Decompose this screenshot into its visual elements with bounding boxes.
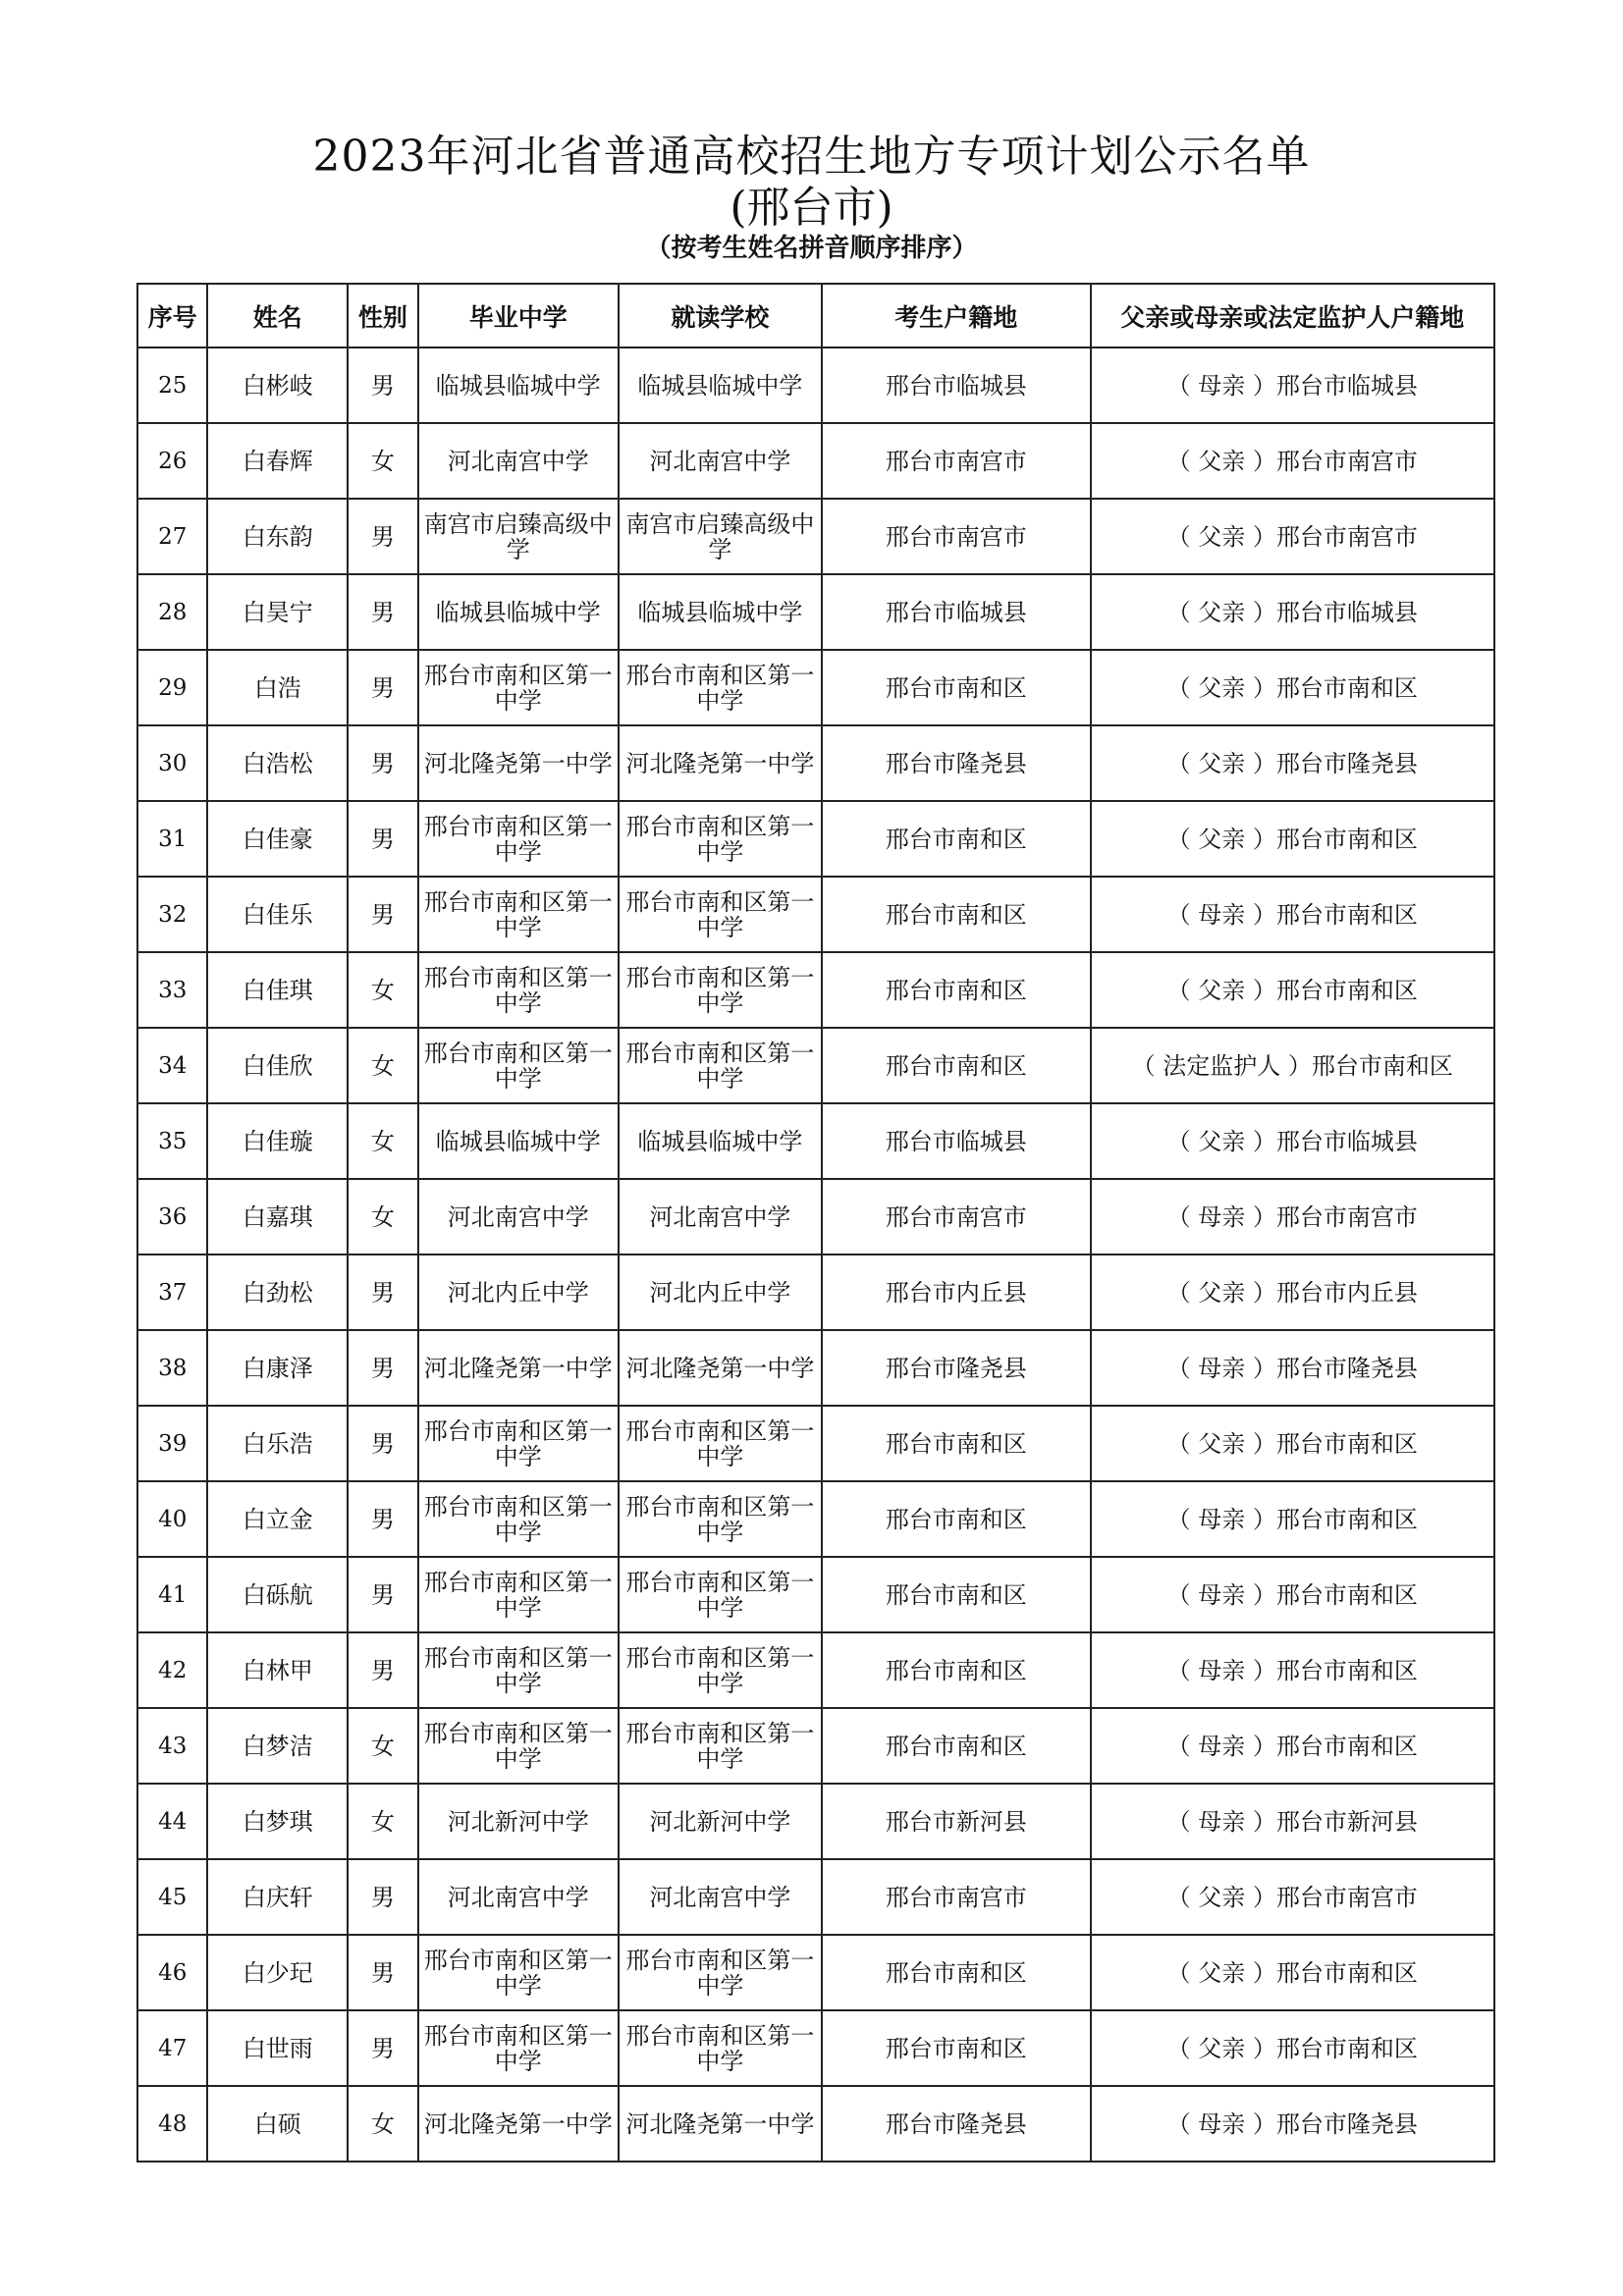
cell-gender: 男 [348, 574, 417, 650]
table-row [137, 2010, 1494, 2086]
cell-name: 白浩松 [207, 725, 348, 801]
cell-parent-registration: （ 父亲 ）邢台市南和区 [1091, 2010, 1494, 2086]
cell-student-registration: 邢台市隆尧县 [822, 1330, 1091, 1406]
cell-student-registration: 邢台市南和区 [822, 650, 1091, 725]
cell-graduation-school: 河北内丘中学 [418, 1255, 619, 1330]
cell-graduation-school: 邢台市南和区第一中学 [418, 1557, 619, 1632]
header-gender: 性别 [348, 284, 417, 347]
cell-name: 白乐浩 [207, 1406, 348, 1481]
table-row [137, 1859, 1494, 1935]
cell-gender: 女 [348, 1708, 417, 1784]
table-row [137, 725, 1494, 801]
cell-gender: 男 [348, 1935, 417, 2010]
cell-parent-registration: （ 母亲 ）邢台市南和区 [1091, 1481, 1494, 1557]
cell-seq: 31 [137, 801, 207, 877]
table-row [137, 1632, 1494, 1708]
cell-seq: 48 [137, 2086, 207, 2162]
cell-name: 白世雨 [207, 2010, 348, 2086]
cell-gender: 男 [348, 1557, 417, 1632]
cell-student-registration: 邢台市南和区 [822, 877, 1091, 952]
cell-graduation-school: 河北新河中学 [418, 1784, 619, 1859]
cell-parent-registration: （ 父亲 ）邢台市南宫市 [1091, 1859, 1494, 1935]
cell-gender: 男 [348, 650, 417, 725]
cell-current-school: 邢台市南和区第一中学 [619, 1557, 822, 1632]
table-row [137, 1103, 1494, 1179]
table-row [137, 877, 1494, 952]
table-row [137, 1935, 1494, 2010]
cell-student-registration: 邢台市南宫市 [822, 1179, 1091, 1255]
cell-current-school: 邢台市南和区第一中学 [619, 2010, 822, 2086]
cell-student-registration: 邢台市隆尧县 [822, 725, 1091, 801]
table-row [137, 650, 1494, 725]
cell-current-school: 邢台市南和区第一中学 [619, 952, 822, 1028]
cell-name: 白梦洁 [207, 1708, 348, 1784]
table-row [137, 1708, 1494, 1784]
header-student-registration: 考生户籍地 [822, 284, 1091, 347]
cell-student-registration: 邢台市南和区 [822, 1406, 1091, 1481]
table-row [137, 423, 1494, 499]
cell-parent-registration: （ 母亲 ）邢台市南和区 [1091, 877, 1494, 952]
cell-name: 白林甲 [207, 1632, 348, 1708]
cell-parent-registration: （ 父亲 ）邢台市隆尧县 [1091, 725, 1494, 801]
cell-parent-registration: （ 母亲 ）邢台市新河县 [1091, 1784, 1494, 1859]
cell-name: 白彬岐 [207, 347, 348, 423]
cell-current-school: 临城县临城中学 [619, 574, 822, 650]
cell-parent-registration: （ 母亲 ）邢台市南宫市 [1091, 1179, 1494, 1255]
cell-seq: 33 [137, 952, 207, 1028]
cell-name: 白昊宁 [207, 574, 348, 650]
cell-student-registration: 邢台市南和区 [822, 1028, 1091, 1103]
cell-name: 白佳璇 [207, 1103, 348, 1179]
table-row [137, 499, 1494, 574]
cell-graduation-school: 邢台市南和区第一中学 [418, 1481, 619, 1557]
cell-name: 白梦琪 [207, 1784, 348, 1859]
cell-gender: 女 [348, 1179, 417, 1255]
cell-seq: 34 [137, 1028, 207, 1103]
cell-name: 白佳豪 [207, 801, 348, 877]
table-row [137, 1255, 1494, 1330]
cell-current-school: 邢台市南和区第一中学 [619, 1406, 822, 1481]
cell-gender: 男 [348, 2010, 417, 2086]
cell-graduation-school: 临城县临城中学 [418, 574, 619, 650]
cell-gender: 女 [348, 1784, 417, 1859]
header-name: 姓名 [207, 284, 348, 347]
cell-current-school: 临城县临城中学 [619, 347, 822, 423]
cell-student-registration: 邢台市隆尧县 [822, 2086, 1091, 2162]
cell-student-registration: 邢台市新河县 [822, 1784, 1091, 1859]
cell-seq: 46 [137, 1935, 207, 2010]
cell-gender: 女 [348, 423, 417, 499]
cell-seq: 30 [137, 725, 207, 801]
cell-current-school: 邢台市南和区第一中学 [619, 801, 822, 877]
cell-graduation-school: 河北隆尧第一中学 [418, 2086, 619, 2162]
cell-graduation-school: 邢台市南和区第一中学 [418, 1028, 619, 1103]
cell-seq: 45 [137, 1859, 207, 1935]
cell-gender: 男 [348, 1859, 417, 1935]
cell-current-school: 河北隆尧第一中学 [619, 1330, 822, 1406]
cell-current-school: 河北内丘中学 [619, 1255, 822, 1330]
cell-parent-registration: （ 父亲 ）邢台市南宫市 [1091, 423, 1494, 499]
cell-seq: 39 [137, 1406, 207, 1481]
cell-graduation-school: 邢台市南和区第一中学 [418, 1935, 619, 2010]
cell-parent-registration: （ 母亲 ）邢台市临城县 [1091, 347, 1494, 423]
cell-gender: 男 [348, 1632, 417, 1708]
cell-graduation-school: 临城县临城中学 [418, 1103, 619, 1179]
cell-student-registration: 邢台市南和区 [822, 1708, 1091, 1784]
cell-current-school: 临城县临城中学 [619, 1103, 822, 1179]
cell-student-registration: 邢台市南和区 [822, 1632, 1091, 1708]
cell-student-registration: 邢台市南和区 [822, 2010, 1091, 2086]
cell-name: 白佳欣 [207, 1028, 348, 1103]
table-row [137, 1406, 1494, 1481]
cell-name: 白硕 [207, 2086, 348, 2162]
cell-name: 白佳乐 [207, 877, 348, 952]
cell-seq: 47 [137, 2010, 207, 2086]
cell-parent-registration: （ 父亲 ）邢台市南和区 [1091, 1406, 1494, 1481]
cell-seq: 26 [137, 423, 207, 499]
table-row [137, 801, 1494, 877]
cell-student-registration: 邢台市南和区 [822, 801, 1091, 877]
cell-graduation-school: 南宫市启臻高级中学 [418, 499, 619, 574]
cell-parent-registration: （ 母亲 ）邢台市隆尧县 [1091, 1330, 1494, 1406]
cell-current-school: 南宫市启臻高级中学 [619, 499, 822, 574]
cell-name: 白东韵 [207, 499, 348, 574]
cell-name: 白劲松 [207, 1255, 348, 1330]
cell-current-school: 河北南宫中学 [619, 1179, 822, 1255]
cell-seq: 35 [137, 1103, 207, 1179]
cell-parent-registration: （ 父亲 ）邢台市临城县 [1091, 574, 1494, 650]
table-row [137, 952, 1494, 1028]
cell-name: 白嘉琪 [207, 1179, 348, 1255]
cell-gender: 女 [348, 1103, 417, 1179]
cell-graduation-school: 河北南宫中学 [418, 1859, 619, 1935]
cell-graduation-school: 邢台市南和区第一中学 [418, 877, 619, 952]
table-row [137, 574, 1494, 650]
cell-current-school: 河北新河中学 [619, 1784, 822, 1859]
cell-seq: 42 [137, 1632, 207, 1708]
table-row [137, 1557, 1494, 1632]
cell-current-school: 邢台市南和区第一中学 [619, 1935, 822, 2010]
cell-seq: 36 [137, 1179, 207, 1255]
cell-student-registration: 邢台市南和区 [822, 1935, 1091, 2010]
cell-gender: 女 [348, 2086, 417, 2162]
table-row [137, 1179, 1494, 1255]
cell-gender: 男 [348, 347, 417, 423]
table-row [137, 2086, 1494, 2162]
cell-seq: 41 [137, 1557, 207, 1632]
header-graduation-school: 毕业中学 [418, 284, 619, 347]
cell-name: 白春辉 [207, 423, 348, 499]
cell-name: 白浩 [207, 650, 348, 725]
cell-parent-registration: （ 父亲 ）邢台市南和区 [1091, 650, 1494, 725]
cell-gender: 女 [348, 1028, 417, 1103]
cell-gender: 男 [348, 801, 417, 877]
cell-current-school: 邢台市南和区第一中学 [619, 1632, 822, 1708]
cell-parent-registration: （ 法定监护人 ）邢台市南和区 [1091, 1028, 1494, 1103]
cell-graduation-school: 邢台市南和区第一中学 [418, 1632, 619, 1708]
cell-student-registration: 邢台市南宫市 [822, 499, 1091, 574]
cell-gender: 女 [348, 952, 417, 1028]
cell-parent-registration: （ 母亲 ）邢台市南和区 [1091, 1557, 1494, 1632]
cell-seq: 38 [137, 1330, 207, 1406]
cell-seq: 27 [137, 499, 207, 574]
table-header-row [137, 284, 1494, 347]
header-current-school: 就读学校 [619, 284, 822, 347]
cell-parent-registration: （ 父亲 ）邢台市内丘县 [1091, 1255, 1494, 1330]
cell-student-registration: 邢台市南和区 [822, 952, 1091, 1028]
cell-gender: 男 [348, 1330, 417, 1406]
admission-list-table [136, 283, 1495, 2163]
cell-parent-registration: （ 父亲 ）邢台市南和区 [1091, 801, 1494, 877]
cell-student-registration: 邢台市内丘县 [822, 1255, 1091, 1330]
cell-name: 白庆轩 [207, 1859, 348, 1935]
cell-seq: 29 [137, 650, 207, 725]
cell-graduation-school: 河北南宫中学 [418, 423, 619, 499]
header-parent-registration: 父亲或母亲或法定监护人户籍地 [1091, 284, 1494, 347]
cell-seq: 44 [137, 1784, 207, 1859]
cell-gender: 男 [348, 1406, 417, 1481]
sort-note: （按考生姓名拼音顺序排序） [645, 234, 978, 263]
table-row [137, 1330, 1494, 1406]
cell-name: 白立金 [207, 1481, 348, 1557]
cell-seq: 40 [137, 1481, 207, 1557]
cell-parent-registration: （ 母亲 ）邢台市隆尧县 [1091, 2086, 1494, 2162]
cell-gender: 男 [348, 725, 417, 801]
cell-current-school: 河北隆尧第一中学 [619, 2086, 822, 2162]
cell-current-school: 邢台市南和区第一中学 [619, 650, 822, 725]
cell-graduation-school: 邢台市南和区第一中学 [418, 2010, 619, 2086]
cell-seq: 43 [137, 1708, 207, 1784]
cell-current-school: 河北南宫中学 [619, 1859, 822, 1935]
cell-current-school: 河北南宫中学 [619, 423, 822, 499]
cell-gender: 男 [348, 1255, 417, 1330]
cell-current-school: 邢台市南和区第一中学 [619, 1708, 822, 1784]
cell-student-registration: 邢台市南和区 [822, 1557, 1091, 1632]
cell-student-registration: 邢台市临城县 [822, 347, 1091, 423]
header-seq: 序号 [137, 284, 207, 347]
cell-parent-registration: （ 父亲 ）邢台市南和区 [1091, 952, 1494, 1028]
cell-gender: 男 [348, 1481, 417, 1557]
cell-seq: 32 [137, 877, 207, 952]
table-row [137, 1028, 1494, 1103]
cell-seq: 25 [137, 347, 207, 423]
cell-parent-registration: （ 父亲 ）邢台市南和区 [1091, 1935, 1494, 2010]
cell-name: 白少玘 [207, 1935, 348, 2010]
cell-name: 白佳琪 [207, 952, 348, 1028]
cell-gender: 男 [348, 877, 417, 952]
cell-graduation-school: 邢台市南和区第一中学 [418, 801, 619, 877]
cell-current-school: 河北隆尧第一中学 [619, 725, 822, 801]
cell-name: 白康泽 [207, 1330, 348, 1406]
table-row [137, 347, 1494, 423]
document-title: 2023年河北省普通高校招生地方专项计划公示名单 [312, 132, 1311, 182]
cell-name: 白砾航 [207, 1557, 348, 1632]
cell-parent-registration: （ 母亲 ）邢台市南和区 [1091, 1632, 1494, 1708]
cell-parent-registration: （ 父亲 ）邢台市临城县 [1091, 1103, 1494, 1179]
cell-graduation-school: 邢台市南和区第一中学 [418, 952, 619, 1028]
cell-gender: 男 [348, 499, 417, 574]
cell-graduation-school: 邢台市南和区第一中学 [418, 1406, 619, 1481]
cell-current-school: 邢台市南和区第一中学 [619, 1481, 822, 1557]
cell-seq: 28 [137, 574, 207, 650]
cell-seq: 37 [137, 1255, 207, 1330]
cell-graduation-school: 邢台市南和区第一中学 [418, 1708, 619, 1784]
cell-graduation-school: 河北隆尧第一中学 [418, 725, 619, 801]
cell-student-registration: 邢台市临城县 [822, 574, 1091, 650]
table-row [137, 1481, 1494, 1557]
table-row [137, 1784, 1494, 1859]
cell-student-registration: 邢台市南宫市 [822, 1859, 1091, 1935]
cell-student-registration: 邢台市临城县 [822, 1103, 1091, 1179]
cell-graduation-school: 临城县临城中学 [418, 347, 619, 423]
cell-student-registration: 邢台市南和区 [822, 1481, 1091, 1557]
cell-current-school: 邢台市南和区第一中学 [619, 877, 822, 952]
cell-graduation-school: 邢台市南和区第一中学 [418, 650, 619, 725]
cell-graduation-school: 河北南宫中学 [418, 1179, 619, 1255]
cell-student-registration: 邢台市南宫市 [822, 423, 1091, 499]
cell-current-school: 邢台市南和区第一中学 [619, 1028, 822, 1103]
cell-graduation-school: 河北隆尧第一中学 [418, 1330, 619, 1406]
document-subtitle: (邢台市) [730, 183, 893, 233]
cell-parent-registration: （ 母亲 ）邢台市南和区 [1091, 1708, 1494, 1784]
cell-parent-registration: （ 父亲 ）邢台市南宫市 [1091, 499, 1494, 574]
